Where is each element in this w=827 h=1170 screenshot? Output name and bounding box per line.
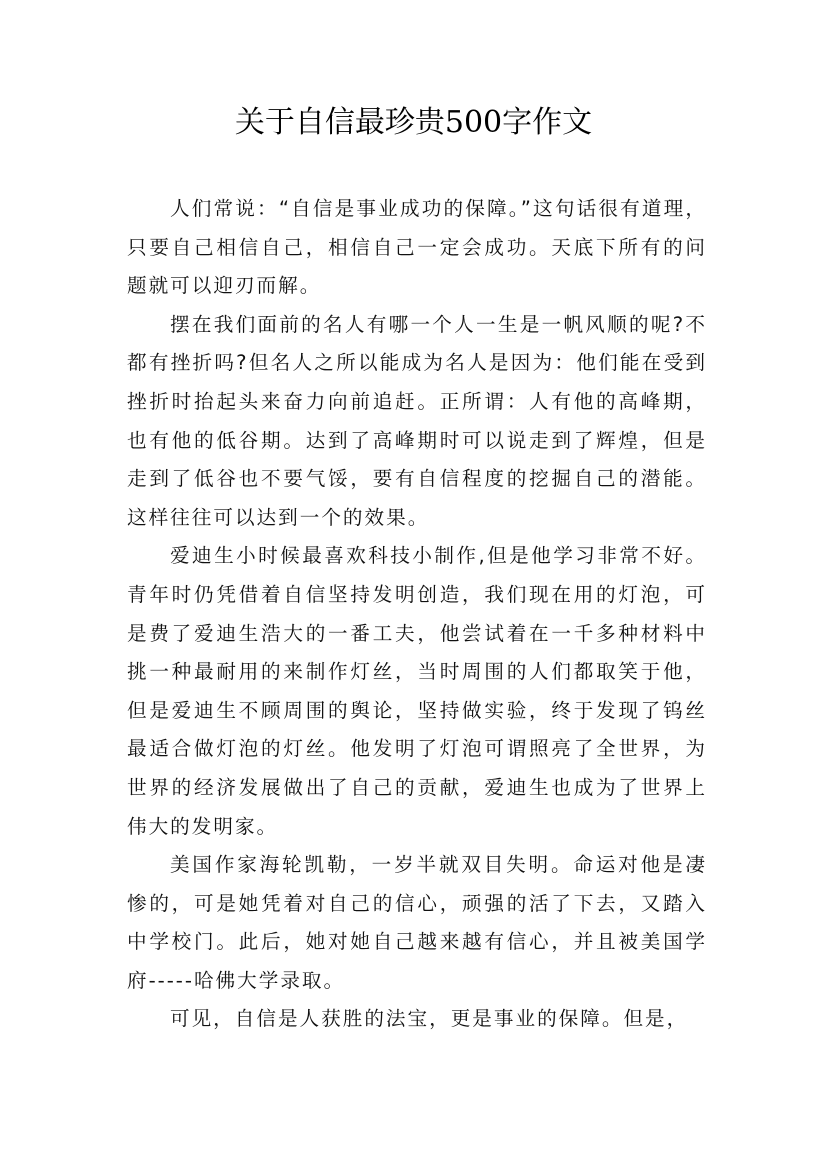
- document-title: 关于自信最珍贵500字作文: [234, 105, 593, 140]
- paragraph: 摆在我们面前的名人有哪一个人一生是一帆风顺的呢?不都有挫折吗?但名人之所以能成为名人是因为：他们能在受到挫折时抬起头来奋力向前追赶。正所谓：人有他的高峰期，也有他的低谷期。达到了高峰期时可以说走到了辉煌，但是走到了低谷也不要气馁，要有自信程度的挖掘自己的潜能。这样往往可以达到一个的效果。: [127, 312, 707, 529]
- paragraph: 可见，自信是人获胜的法宝，更是事业的保障。但是，: [170, 1007, 689, 1031]
- paragraph: 美国作家海轮凯勒，一岁半就双目失明。命运对他是凄惨的，可是她凭着对自己的信心，顽强的活了下去，又踏入中学校门。此后，她对她自己越来越有信心，并且被美国学府-----哈佛大学录取。: [127, 853, 707, 992]
- paragraph: 人们常说：“自信是事业成功的保障。”这句话很有道理，只要自己相信自己，相信自己一定会成功。天底下所有的问题就可以迎刃而解。: [127, 197, 707, 298]
- document-body: [127, 190, 707, 1039]
- paragraph: 爱迪生小时候最喜欢科技小制作,但是他学习非常不好。青年时仍凭借着自信坚持发明创造，我们现在用的灯泡，可是费了爱迪生浩大的一番工夫，他尝试着在一千多种材料中挑一种最耐用的来制作灯丝，当时周围的人们都取笑于他，但是爱迪生不顾周围的舆论，坚持做实验，终于发现了钨丝最适合做灯泡的灯丝。他发明了灯泡可谓照亮了全世界，为世界的经济发展做出了自己的贡献，爱迪生也成为了世界上伟大的发明家。: [127, 544, 707, 838]
